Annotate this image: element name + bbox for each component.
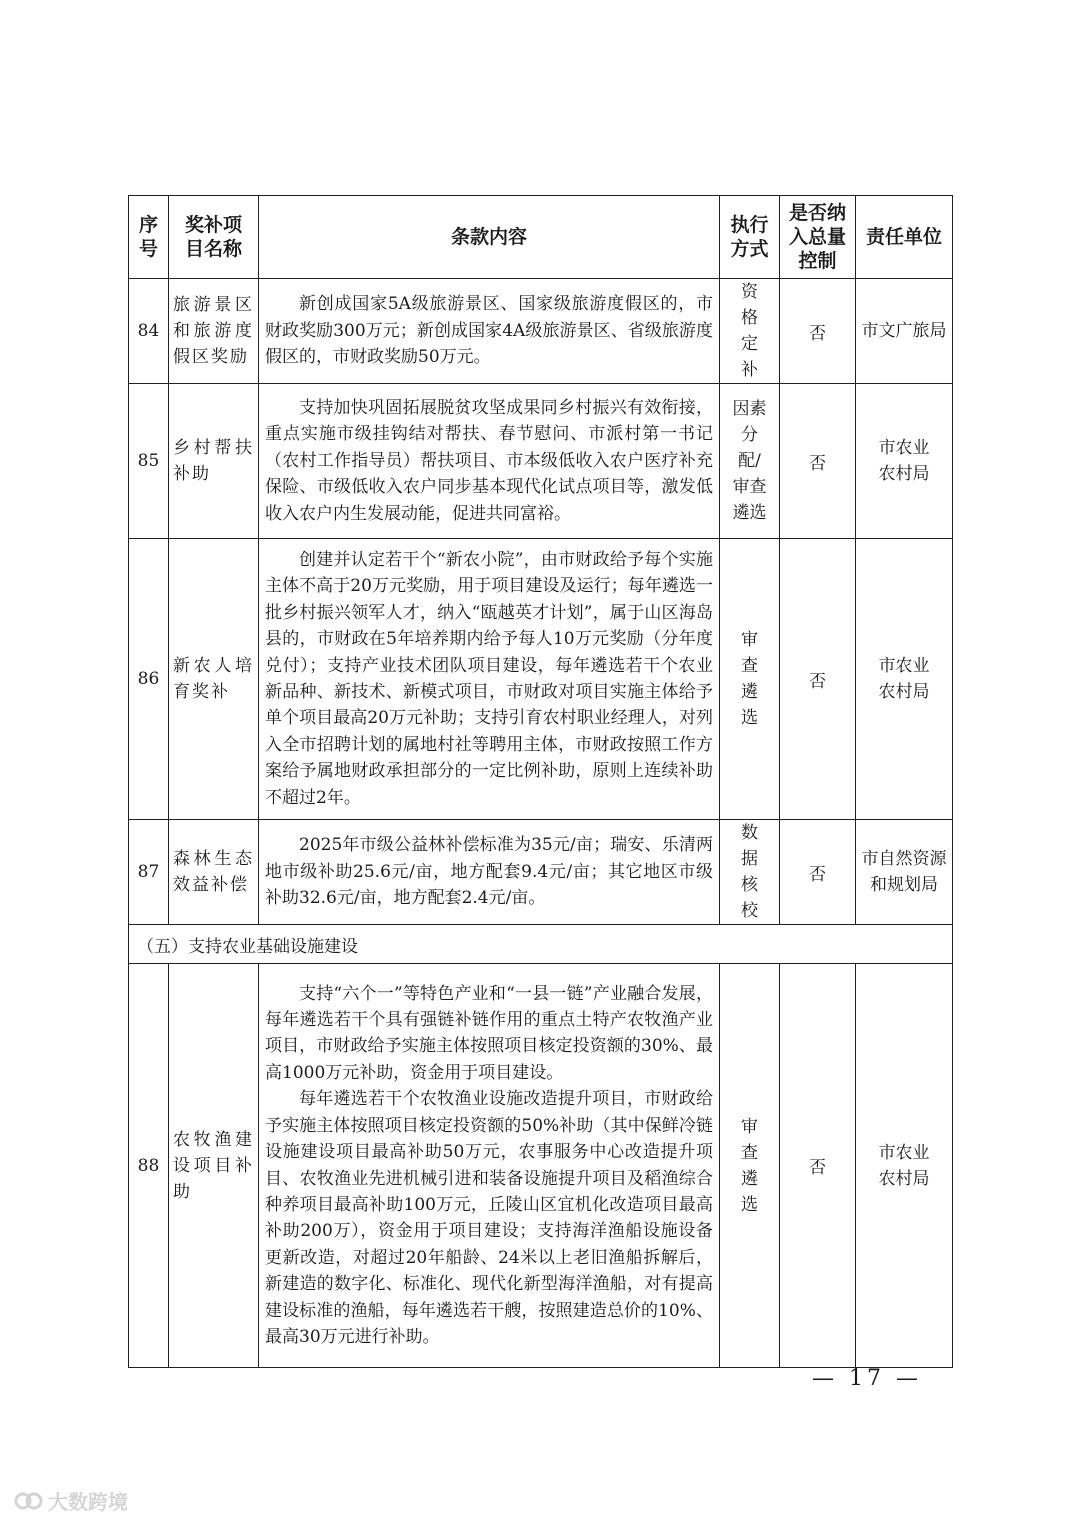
table-row bbox=[129, 539, 953, 820]
row-name: 农牧渔建设项目补助 bbox=[169, 964, 259, 1368]
section-heading: （五）支持农业基础设施建设 bbox=[129, 925, 953, 964]
row-mode bbox=[720, 279, 780, 384]
header-name: 奖补项目名称 bbox=[169, 196, 259, 279]
header-unit: 责任单位 bbox=[856, 196, 953, 279]
row-content bbox=[259, 279, 720, 384]
table-row bbox=[129, 964, 953, 1368]
row-content bbox=[259, 539, 720, 820]
watermark-logo-icon bbox=[14, 1490, 44, 1512]
row-control: 否 bbox=[780, 820, 856, 925]
content-paragraph: 2025年市级公益林补偿标准为35元/亩；瑞安、乐清两地市级补助25.6元/亩，地方配套9.4元/亩；其它地区市级补助32.6元/亩，地方配套2.4元/亩。 bbox=[265, 835, 713, 909]
section-heading-row bbox=[129, 925, 953, 964]
row-name: 新农人培育奖补 bbox=[169, 539, 259, 820]
row-unit: 市文广旅局 bbox=[856, 279, 953, 384]
row-unit: 市自然资源和规划局 bbox=[856, 820, 953, 925]
mode-text: 审查遴选 bbox=[741, 630, 758, 728]
row-unit: 市农业农村局 bbox=[856, 539, 953, 820]
table-row bbox=[129, 384, 953, 539]
row-unit: 市农业农村局 bbox=[856, 384, 953, 539]
row-content bbox=[259, 964, 720, 1368]
row-control: 否 bbox=[780, 384, 856, 539]
table-row bbox=[129, 820, 953, 925]
content-paragraph: 支持加快巩固拓展脱贫攻坚成果同乡村振兴有效衔接，重点实施市级挂钩结对帮扶、春节慰问、市派村第一书记（农村工作指导员）帮扶项目、市本级低收入农户医疗补充保险、市级低收入农户同步基本现代化试点项目等，激发低收入农户内生发展动能，促进共同富裕。 bbox=[265, 397, 713, 524]
row-no: 85 bbox=[129, 384, 169, 539]
row-mode bbox=[720, 820, 780, 925]
watermark bbox=[14, 1486, 128, 1515]
content-paragraph: 创建并认定若干个“新农小院”，由市财政给予每个实施主体不高于20万元奖励，用于项目建设及运行；每年遴选一批乡村振兴领军人才，纳入“瓯越英才计划”，属于山区海岛县的，市财政在5年培养期内给予每人10万元奖励（分年度兑付）；支持产业技术团队项目建设，每年遴选若干个农业新品种、新技术、新模式项目，市财政对项目实施主体给予单个项目最高20万元补助；支持引育农村职业经理人，对列入全市招聘计划的属地村社等聘用主体，市财政按照工作方案给予属地财政承担部分的一定比例补助，原则上连续补助不超过2年。 bbox=[265, 549, 713, 808]
header-mode: 执行方式 bbox=[720, 196, 780, 279]
mode-text: 因素分配/审查遴选 bbox=[732, 399, 767, 523]
content-paragraph: 每年遴选若干个农牧渔业设施改造提升项目，市财政给予实施主体按照项目核定投资额的50%补助（其中保鲜冷链设施建设项目最高补助50万元，农事服务中心改造提升项目、农牧渔业先进机械引进和装备设施提升项目及稻渔综合种养项目最高补助100万元，丘陵山区宜机化改造项目最高补助200万），资金用于项目建设；支持海洋渔船设施设备更新改造，对超过20年船龄、24米以上老旧渔船拆解后，新建造的数字化、标准化、现代化新型海洋渔船，对有提高建设标准的渔船，每年遴选若干艘，按照建造总价的10%、最高30万元进行补助。 bbox=[265, 1089, 713, 1347]
content-paragraph: 支持“六个一”等特色产业和“一县一链”产业融合发展，每年遴选若干个具有强链补链作用的重点土特产农牧渔产业项目，市财政给予实施主体按照项目核定投资额的30%、最高1000万元补助，资金用于项目建设。 bbox=[265, 983, 713, 1083]
mode-text: 审查遴选 bbox=[741, 1116, 758, 1215]
header-no: 序号 bbox=[129, 196, 169, 279]
content-paragraph: 新创成国家5A级旅游景区、国家级旅游度假区的，市财政奖励300万元；新创成国家4A级旅游景区、省级旅游度假区的，市财政奖励50万元。 bbox=[265, 294, 713, 368]
page-number: — 17 — bbox=[812, 1366, 922, 1391]
subsidy-table bbox=[128, 195, 953, 1368]
table-row bbox=[129, 279, 953, 384]
row-control: 否 bbox=[780, 279, 856, 384]
table-header-row bbox=[129, 196, 953, 279]
header-control: 是否纳入总量控制 bbox=[780, 196, 856, 279]
row-mode bbox=[720, 964, 780, 1368]
row-mode bbox=[720, 384, 780, 539]
row-no: 87 bbox=[129, 820, 169, 925]
row-mode bbox=[720, 539, 780, 820]
row-no: 88 bbox=[129, 964, 169, 1368]
row-unit: 市农业农村局 bbox=[856, 964, 953, 1368]
row-control: 否 bbox=[780, 539, 856, 820]
row-control: 否 bbox=[780, 964, 856, 1368]
row-no: 86 bbox=[129, 539, 169, 820]
row-name: 旅游景区和旅游度假区奖励 bbox=[169, 279, 259, 384]
row-name: 森林生态效益补偿 bbox=[169, 820, 259, 925]
mode-text: 资格定补 bbox=[741, 282, 758, 380]
row-content bbox=[259, 820, 720, 925]
row-no: 84 bbox=[129, 279, 169, 384]
mode-text: 数据核校 bbox=[741, 823, 758, 921]
row-name: 乡村帮扶补助 bbox=[169, 384, 259, 539]
row-content bbox=[259, 384, 720, 539]
header-content: 条款内容 bbox=[259, 196, 720, 279]
watermark-text: 大数跨境 bbox=[48, 1490, 128, 1514]
